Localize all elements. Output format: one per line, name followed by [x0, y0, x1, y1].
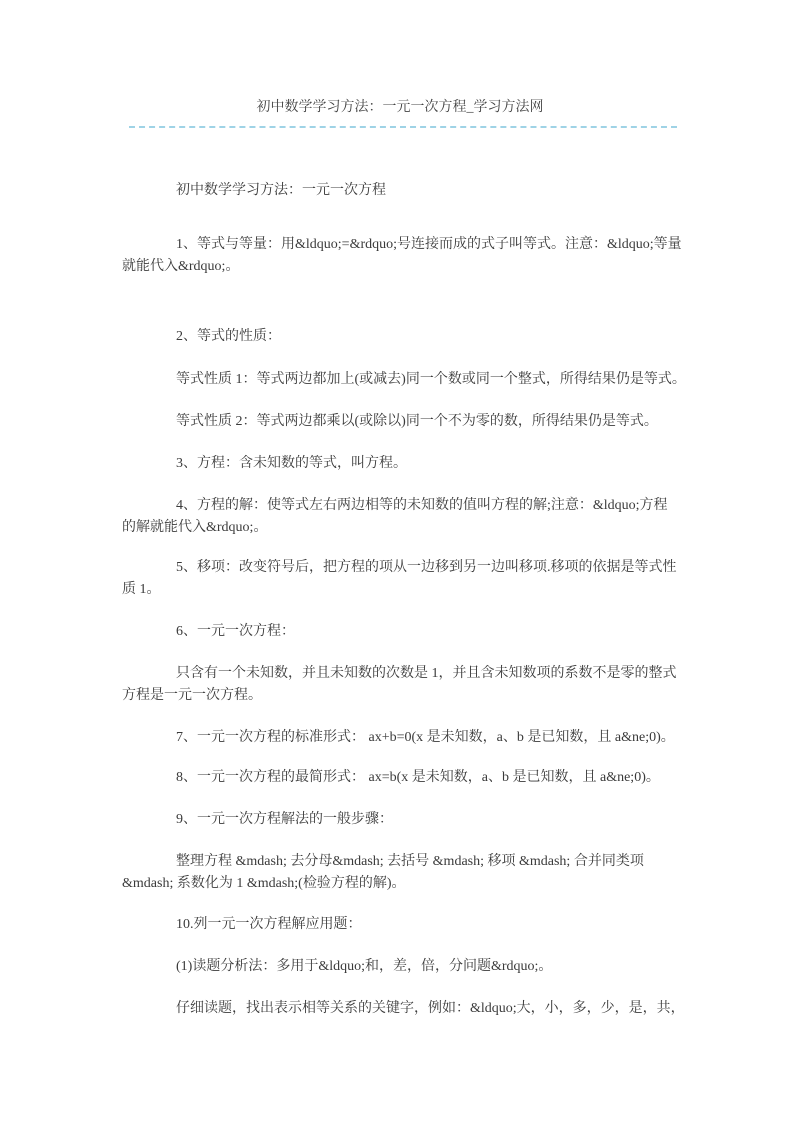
paragraph-line: 的解就能代入&rdquo;。 [122, 520, 268, 535]
paragraph-line: 就能代入&rdquo;。 [122, 259, 240, 274]
paragraph-line: 7、一元一次方程的标准形式： ax+b=0(x 是未知数，a、b 是已知数，且 a&ne;0)。 [176, 730, 675, 745]
document-subtitle: 初中数学学习方法：一元一次方程 [176, 183, 386, 198]
paragraph-line: 方程是一元一次方程。 [122, 688, 262, 703]
dashed-divider [129, 126, 677, 128]
paragraph-line: 5、移项：改变符号后，把方程的项从一边移到另一边叫移项.移项的依据是等式性 [176, 560, 677, 575]
paragraph-line: 等式性质 2：等式两边都乘以(或除以)同一个不为零的数，所得结果仍是等式。 [176, 414, 658, 429]
paragraph-line: 整理方程 &mdash; 去分母&mdash; 去括号 &mdash; 移项 &mdash; 合并同类项 [176, 854, 644, 869]
paragraph-line: 8、一元一次方程的最简形式： ax=b(x 是未知数，a、b 是已知数，且 a&ne;0)。 [176, 770, 660, 785]
paragraph-line: 2、等式的性质： [176, 329, 281, 344]
paragraph-line: (1)读题分析法：多用于&ldquo;和，差，倍，分问题&rdquo;。 [176, 959, 553, 974]
paragraph-line: 等式性质 1：等式两边都加上(或减去)同一个数或同一个整式，所得结果仍是等式。 [176, 372, 686, 387]
paragraph-line: 4、方程的解：使等式左右两边相等的未知数的值叫方程的解;注意：&ldquo;方程 [176, 498, 668, 513]
page-title: 初中数学学习方法：一元一次方程_学习方法网 [256, 100, 544, 115]
paragraph-line: 仔细读题，找出表示相等关系的关键字，例如：&ldquo;大，小，多，少，是，共， [176, 1001, 685, 1016]
paragraph-line: 只含有一个未知数，并且未知数的次数是 1，并且含未知数项的系数不是零的整式 [176, 666, 677, 681]
paragraph-line: &mdash; 系数化为 1 &mdash;(检验方程的解)。 [122, 876, 406, 891]
paragraph-line: 6、一元一次方程： [176, 624, 295, 639]
paragraph-line: 1、等式与等量：用&ldquo;=&rdquo;号连接而成的式子叫等式。注意：&ldquo;等量 [176, 237, 682, 252]
paragraph-line: 9、一元一次方程解法的一般步骤： [176, 812, 393, 827]
paragraph-line: 10.列一元一次方程解应用题： [176, 917, 362, 932]
paragraph-line: 3、方程：含未知数的等式，叫方程。 [176, 456, 407, 471]
paragraph-line: 质 1。 [122, 582, 161, 597]
